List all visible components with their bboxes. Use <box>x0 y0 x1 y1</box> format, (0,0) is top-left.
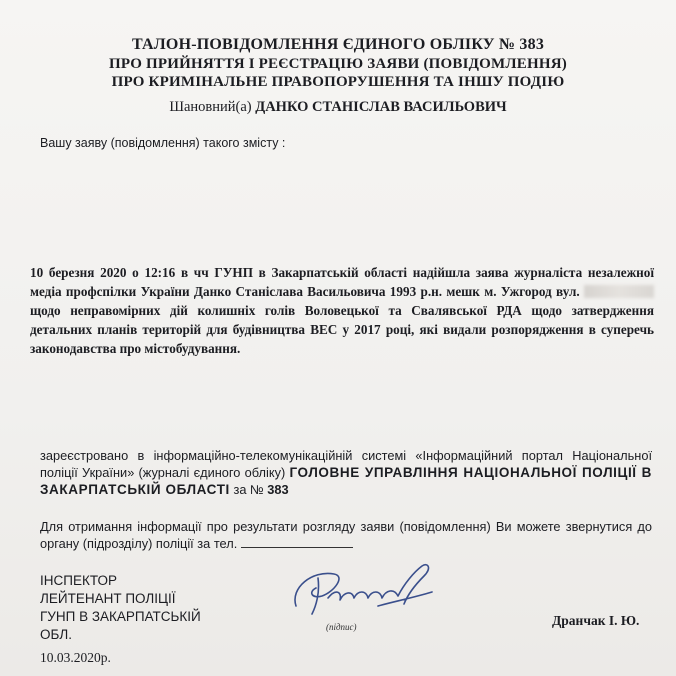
registration-number: 383 <box>267 482 289 497</box>
greeting-prefix: Шановний(а) <box>169 99 252 115</box>
statement-text-part-2: щодо неправомірних дій колишніх голів Воловецької та Свалявської РДА щодо затвердження детальних планів територій для будівництва ВЕС у 2017 році, які видали розпорядження в суперечь законодавства про містобудування. <box>30 303 654 356</box>
document-subtitle-line-1: ПРО ПРИЙНЯТТЯ І РЕЄСТРАЦІЮ ЗАЯВИ (ПОВІДОМЛЕННЯ) <box>109 56 567 72</box>
position-line-1: ІНСПЕКТОР <box>40 573 117 588</box>
redacted-address <box>584 285 654 298</box>
greeting <box>0 99 676 116</box>
registration-organization: ГОЛОВНЕ УПРАВЛІННЯ НАЦІОНАЛЬНОЇ ПОЛІЦІЇ В ЗАКАРПАТСЬКІЙ ОБЛАСТІ <box>40 465 652 497</box>
registration-number-prefix: за № <box>233 482 264 497</box>
position-line-4: ОБЛ. <box>40 627 72 642</box>
registration-text: зареєстровано в інформаційно-телекомунікаційній системі «Інформаційний портал Національної поліції України» (журналі єдиного обліку) <box>40 448 652 480</box>
document-subtitle-line-2: ПРО КРИМІНАЛЬНЕ ПРАВОПОРУШЕННЯ ТА ІНШУ ПОДІЮ <box>111 74 565 90</box>
phone-blank-line <box>241 536 353 548</box>
info-text: Для отримання інформації про результати розгляду заяви (повідомлення) Ви можете звернутися до органу (підрозділу) поліції за тел. <box>40 519 652 551</box>
statement-body <box>30 263 654 358</box>
signer-name: Дранчак І. Ю. <box>552 613 640 628</box>
document-title: ТАЛОН-ПОВІДОМЛЕННЯ ЄДИНОГО ОБЛІКУ № 383 <box>131 36 545 53</box>
info-block <box>40 518 652 552</box>
position-line-2: ЛЕЙТЕНАНТ ПОЛІЦІЇ <box>40 591 176 606</box>
signer-position <box>40 572 201 644</box>
greeting-name: ДАНКО СТАНІСЛАВ ВАСИЛЬОВИЧ <box>255 99 507 115</box>
signature-caption: (підпис) <box>326 622 357 632</box>
statement-text-part-1: 10 березня 2020 о 12:16 в чч ГУНП в Закарпатській області надійшла заява журналіста незалежної медіа профспілки України Данко Станіслава Васильовича 1993 р.н. мешк м. Ужгород вул. <box>30 265 654 299</box>
document-date: 10.03.2020р. <box>40 650 111 665</box>
intro-text: Вашу заяву (повідомлення) такого змісту : <box>40 136 286 150</box>
position-line-3: ГУНП В ЗАКАРПАТСЬКІЙ <box>40 609 201 624</box>
registration-block <box>40 447 652 498</box>
handwritten-signature <box>282 548 452 628</box>
